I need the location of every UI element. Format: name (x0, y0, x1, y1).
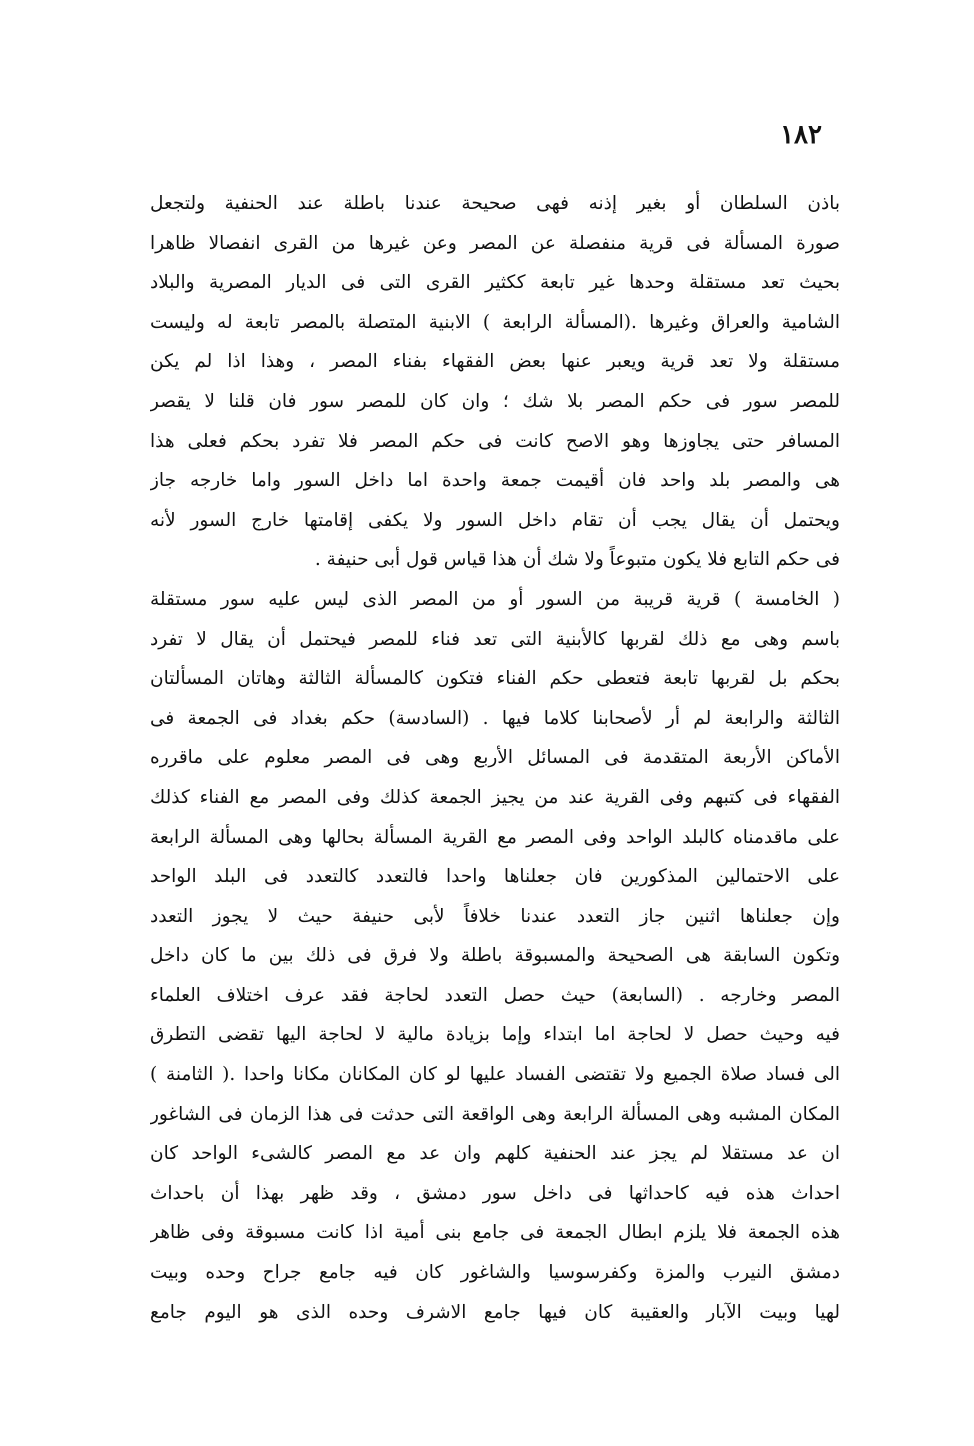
text-line: الثالثة والرابعة لم أر لأصحابنا كلاما فيها . (السادسة) حكم بغداد فى الجمعة فى (150, 707, 840, 729)
text-line: مستقلة ولا تعد قرية ويعبر عنها بعض الفقهاء بفناء المصر ، وهذا اذا لم يكن (150, 351, 840, 373)
text-line: لهيا وبيت الآبار والعقيبة كان فيها جامع الاشرف وحده الذى هو اليوم جامع (150, 1301, 840, 1323)
text-line: بحيث تعد مستقلة وحدها غير تابعة ككثير القرى التى فى الديار المصرية والبلاد (150, 272, 840, 294)
text-line: المصر وخارجه . (السابعة) حيث حصل التعدد لحاجة فقد عرف اختلاف العلماء (150, 984, 840, 1006)
text-line: باذن السلطان أو بغير إذنه فهى صحيحة عندنا باطلة عند الحنفية ولتجعل (150, 193, 840, 214)
text-line: الشامية والعراق وغيرها .(المسألة الرابعة ) الابنية المتصلة بالمصر تابعة له وليست (150, 311, 840, 333)
text-line: على ماقدمناه كالبلد الواحد وفى المصر مع القرية المسألة بحالها وهى المسألة الرابعة (150, 826, 840, 848)
text-line: دمشق النيرب والمزة وكفرسوسيا والشاغور كان فيه جامع جراح وحده وبيت (150, 1262, 840, 1284)
text-line: ( الخامسة ) قرية قريبة من السور أو من المصر الذى ليس عليه سور مستقلة (150, 588, 840, 610)
text-line: على الاحتمالين المذكورين فان جعلناها واحدا فالتعدد كالتعدد فى البلد الواحد (150, 866, 840, 888)
text-line: الفقهاء فى كتبهم وفى القرية عند من يجيز الجمعة كذلك وفى المصر مع الفناء كذلك (150, 786, 840, 808)
text-line: الأماكن الأربعة المتقدمة فى المسائل الأربع وهى فى المصر معلوم على ماقرره (150, 747, 840, 769)
text-line: المسافر حتى يجاوزها وهو الاصح كانت فى حكم المصر فلا تفرد بحكم فعلى هذا (150, 430, 840, 452)
text-line: باسم وهى مع ذلك لقربها كالأبنية التى تعد فناء للمصر فيحتمل أن يقال لا تفرد (150, 628, 840, 650)
text-line: فيه وحيث حصل لا لحاجة اما ابتداء وإما بزيادة مالية لا لحاجة اليها تقضى التطرق (150, 1024, 840, 1046)
text-line: بحكم بل لقربها تابعة فتعطى حكم الفناء فتكون كالمسألة الثالثة وهاتان المسألتان (150, 668, 840, 690)
text-line: الى فساد صلاة الجميع ولا تقتضى الفساد عليها لو كان المكانان مكانا واحدا .( الثامنة ) (150, 1064, 840, 1086)
text-line: صورة المسألة فى قرية منفصلة عن المصر وعن غيرها من القرى انفصالا ظاهرا (150, 232, 840, 254)
text-line: وتكون السابقة هى الصحيحة والمسبوقة باطلة ولا فرق فى ذلك بين ما كان داخل (150, 945, 840, 967)
text-line: هذه الجمعة فلا يلزم ابطال الجمعة فى جامع بنى أمية اذا كانت مسبوقة وفى ظاهر (150, 1222, 840, 1244)
body-text (150, 184, 840, 1332)
text-line: وإن جعلناها اثنين جاز التعدد عندنا خلافاً لأبى حنيفة حيث لا يجوز التعدد (150, 905, 840, 927)
text-line: للمصر سور فى حكم المصر بلا شك ؛ وان كان للمصر سور فان قلنا لا يقصر (150, 390, 840, 412)
text-line: هى والمصر بلد واحد فان أقيمت جمعة واحدة اما داخل السور واما خارجه جاز (150, 470, 840, 492)
text-line: احداث هذه فيه كاحداثها فى داخل سور دمشق ، وقد ظهر بهذا أن باحداث (150, 1182, 840, 1204)
text-line: فى حكم التابع فلا يكون متبوعاً ولا شك أن هذا قياس قول أبى حنيفة . (314, 549, 840, 571)
text-line: ان عد مستقلا لم يجز عند الحنفية كلهم وان عد مع المصر كالشىء الواحد كان (150, 1143, 840, 1165)
text-line: ويحتمل أن يقال يجب أن تقام داخل السور ولا يكفى إقامتها خارج السور لأنه (150, 509, 840, 531)
text-line: المكان المشبه وهى المسألة الرابعة وهى الواقعة التى حدثت فى هذا الزمان فى الشاغور (150, 1103, 840, 1125)
page-number: ١٨٢ (780, 120, 822, 150)
